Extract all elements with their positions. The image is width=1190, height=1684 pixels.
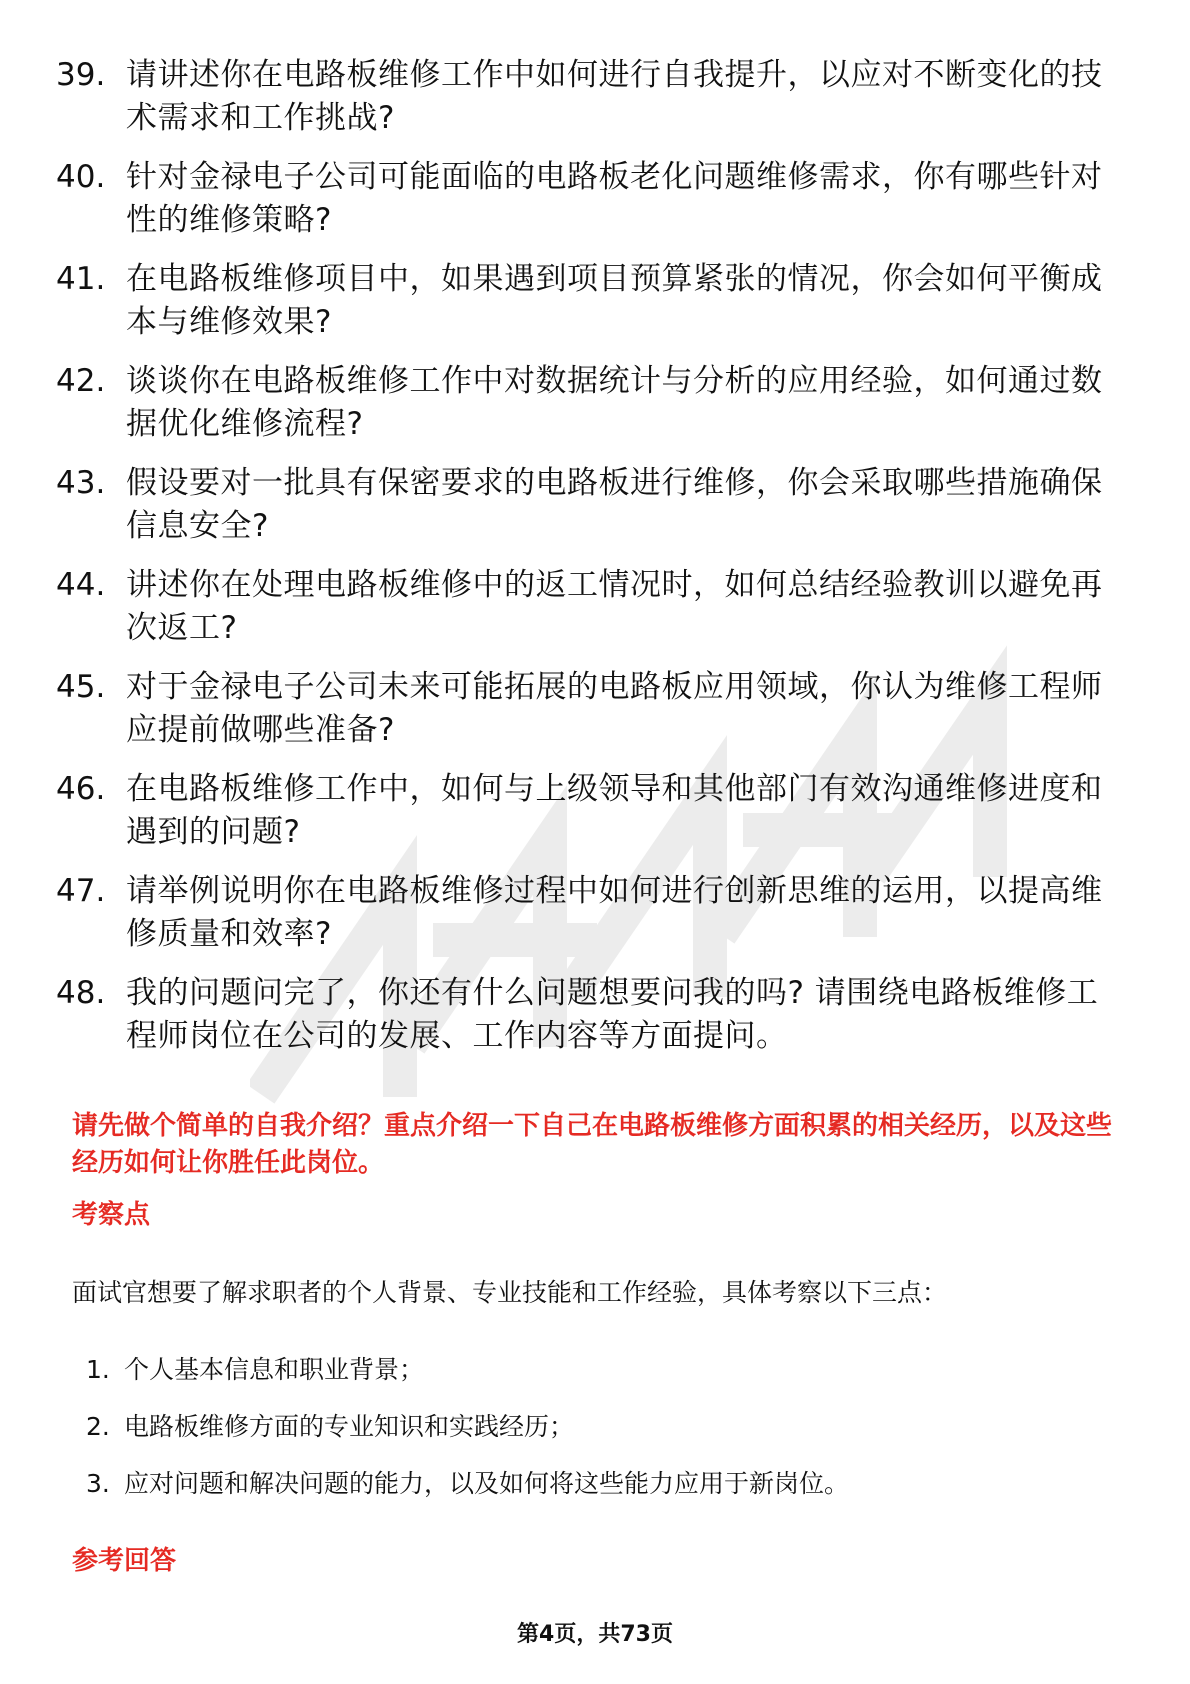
question-text: 假设要对一批具有保密要求的电路板进行维修，你会采取哪些措施确保信息安全? [126, 465, 1103, 544]
section-title-reference-answer: 参考回答 [72, 1546, 177, 1576]
list-item [56, 564, 1116, 650]
list-item [56, 870, 1116, 956]
question-number: 45. [56, 669, 106, 705]
point-list [86, 1353, 1086, 1524]
point-text: 电路板维修方面的专业知识和实践经历； [124, 1412, 575, 1441]
question-text: 对于金禄电子公司未来可能拓展的电路板应用领域，你认为维修工程师应提前做哪些准备? [126, 669, 1103, 748]
intro-paragraph: 面试官想要了解求职者的个人背景、专业技能和工作经验，具体考察以下三点： [72, 1278, 948, 1307]
question-text: 在电路板维修项目中，如果遇到项目预算紧张的情况，你会如何平衡成本与维修效果? [126, 261, 1103, 340]
list-item [56, 156, 1116, 242]
question-number: 43. [56, 465, 106, 501]
question-text: 谈谈你在电路板维修工作中对数据统计与分析的应用经验，如何通过数据优化维修流程? [126, 363, 1103, 442]
question-number: 48. [56, 975, 106, 1011]
question-list [56, 54, 1116, 1074]
list-item [86, 1410, 1086, 1444]
page-footer: 第4页，共73页 [517, 1622, 673, 1647]
question-text: 在电路板维修工作中，如何与上级领导和其他部门有效沟通维修进度和遇到的问题? [126, 771, 1103, 850]
question-text: 请举例说明你在电路板维修过程中如何进行创新思维的运用，以提高维修质量和效率? [126, 873, 1103, 952]
question-number: 42. [56, 363, 106, 399]
question-text: 讲述你在处理电路板维修中的返工情况时，如何总结经验教训以避免再次返工? [126, 567, 1103, 646]
question-number: 39. [56, 57, 106, 93]
section-title-assessment: 考察点 [72, 1200, 151, 1230]
list-item [56, 462, 1116, 548]
list-item [86, 1353, 1086, 1387]
question-text: 针对金禄电子公司可能面临的电路板老化问题维修需求，你有哪些针对性的维修策略? [126, 159, 1103, 238]
point-number: 1. [86, 1355, 110, 1384]
point-number: 3. [86, 1469, 110, 1498]
list-item [56, 666, 1116, 752]
question-number: 44. [56, 567, 106, 603]
list-item [56, 768, 1116, 854]
point-number: 2. [86, 1412, 110, 1441]
point-text: 应对问题和解决问题的能力，以及如何将这些能力应用于新岗位。 [124, 1469, 850, 1498]
question-number: 41. [56, 261, 106, 297]
question-text: 请讲述你在电路板维修工作中如何进行自我提升，以应对不断变化的技术需求和工作挑战? [126, 57, 1103, 136]
question-text: 我的问题问完了，你还有什么问题想要问我的吗? 请围绕电路板维修工程师岗位在公司的发展、工作内容等方面提问。 [126, 975, 1099, 1054]
list-item [56, 360, 1116, 446]
highlight-question: 请先做个简单的自我介绍？重点介绍一下自己在电路板维修方面积累的相关经历，以及这些经历如何让你胜任此岗位。 [72, 1111, 1113, 1178]
list-item [56, 54, 1116, 140]
question-number: 40. [56, 159, 106, 195]
list-item [56, 258, 1116, 344]
list-item [86, 1467, 1086, 1501]
point-text: 个人基本信息和职业背景； [124, 1355, 425, 1384]
list-item [56, 972, 1116, 1058]
question-number: 46. [56, 771, 106, 807]
question-number: 47. [56, 873, 106, 909]
